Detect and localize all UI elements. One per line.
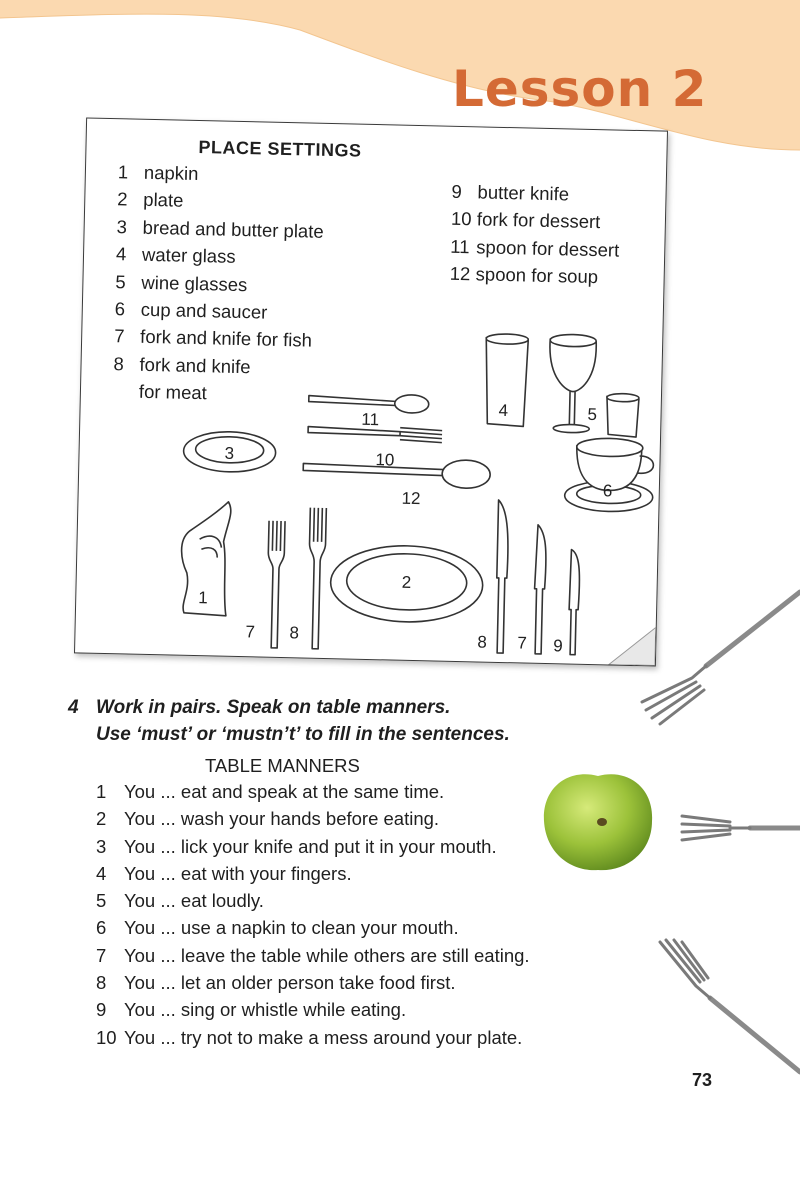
fork-decoration-top [636,586,800,726]
list-item: 1 napkin [117,161,199,185]
list-item: 3 bread and butter plate [116,215,324,242]
drawing-label-4: 4 [498,400,509,421]
list-item: 1 You ... eat and speak at the same time. [96,781,445,802]
page-number: 73 [692,1070,713,1090]
list-item: 11 spoon for dessert [450,235,620,261]
drawing-label-7-knife: 7 [517,633,528,653]
list-item: 9 You ... sing or whistle while eating. [96,999,407,1021]
place-setting-illustration [75,118,667,665]
table-manners-list [96,781,530,1054]
fish-fork-icon [266,521,285,648]
exercise-instruction: 4 Work in pairs. Speak on table manners. Use ‘must’ or ‘mustn’t’ to fill in the sentences. [68,694,510,748]
list-item: 9 butter knife [451,180,570,205]
drawing-label-7-fork: 7 [245,622,256,642]
place-settings-card [74,117,668,666]
drawing-label-8-fork: 8 [289,623,300,643]
fork-decoration-middle [680,808,800,848]
drawing-label-12: 12 [401,488,421,509]
list-item: 5 You ... eat loudly. [96,890,264,912]
drawing-label-5: 5 [587,404,598,425]
list-item: 10 You ... try not to make a mess around your plate. [96,1026,523,1048]
meat-fork-icon [307,508,326,649]
list-item: 8 You ... let an older person take food first. [96,972,456,994]
drawing-label-11: 11 [361,409,380,430]
list-item: 3 You ... lick your knife and put it in your mouth. [96,835,497,857]
list-item: 7 fork and knife for fish [113,325,313,351]
meat-knife-icon [495,500,509,653]
drawing-label-2: 2 [401,572,412,592]
list-item: 12 spoon for soup [449,262,599,288]
list-item: 6 You ... use a napkin to clean your mouth. [96,917,459,939]
drawing-label-3: 3 [224,443,235,463]
list-item: 4 water glass [115,243,236,268]
table-manners-title: TABLE MANNERS [205,755,360,776]
drawing-label-6: 6 [602,481,613,501]
list-item: 2 plate [117,188,184,212]
exercise-number: 4 [68,697,79,718]
drawing-label-9: 9 [553,636,563,656]
list-item: 2 You ... wash your hands before eating. [96,808,440,830]
fork-decoration-bottom [640,938,800,1078]
soup-spoon-icon [303,456,491,488]
list-item: 10 fork for dessert [450,208,601,233]
drawing-label-1: 1 [198,588,208,608]
apple-image [538,766,658,876]
list-item-continuation: for meat [138,380,208,404]
butter-knife-icon [568,550,580,655]
place-settings-title: PLACE SETTINGS [198,137,362,161]
list-item: 7 You ... leave the table while others are still eating. [96,944,530,966]
drawing-label-8-knife: 8 [477,632,488,652]
fish-knife-icon [533,525,547,654]
small-glass-icon [606,393,639,437]
list-item: 4 You ... eat with your fingers. [96,862,352,884]
cup-and-saucer-icon [564,437,654,512]
list-item: 8 fork and knife [113,352,251,377]
drawing-label-10: 10 [375,450,395,470]
list-item: 6 cup and saucer [114,298,268,323]
list-item: 5 wine glasses [115,270,248,295]
lesson-title: Lesson 2 [452,60,708,118]
